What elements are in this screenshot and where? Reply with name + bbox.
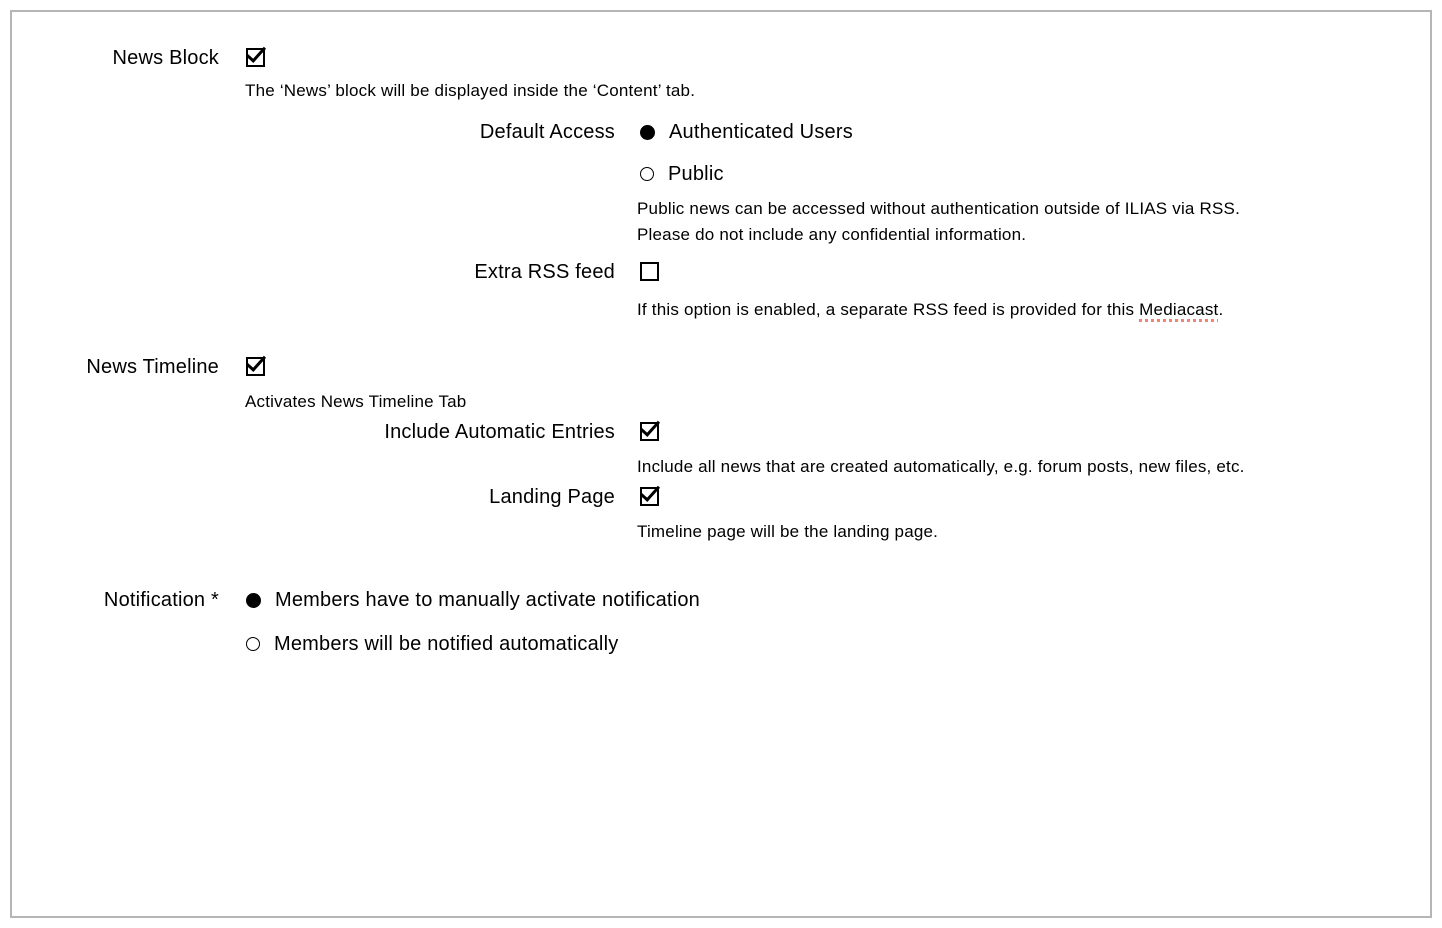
news-block-row xyxy=(12,45,1430,71)
notification-row xyxy=(12,587,1430,657)
notification-option-manual[interactable] xyxy=(246,587,700,613)
extra-rss-row xyxy=(12,259,1430,285)
extra-rss-label: Extra RSS feed xyxy=(474,261,615,283)
news-timeline-row xyxy=(12,354,1430,380)
include-automatic-row xyxy=(12,419,1430,445)
news-timeline-description: Activates News Timeline Tab xyxy=(245,392,467,411)
default-access-description-line1: Public news can be accessed without authentication outside of ILIAS via RSS. xyxy=(637,199,1240,218)
authenticated-users-radio[interactable] xyxy=(640,125,655,140)
news-block-checkbox[interactable] xyxy=(246,48,265,67)
public-label[interactable]: Public xyxy=(668,163,724,185)
default-access-description-line2: Please do not include any confidential information. xyxy=(637,225,1027,244)
landing-page-label: Landing Page xyxy=(489,486,615,508)
include-automatic-label: Include Automatic Entries xyxy=(384,421,615,443)
default-access-option-authenticated[interactable] xyxy=(640,119,853,145)
authenticated-users-label[interactable]: Authenticated Users xyxy=(669,121,853,143)
automatic-notification-radio[interactable] xyxy=(246,637,260,651)
include-automatic-checkbox[interactable] xyxy=(640,422,659,441)
news-timeline-checkbox[interactable] xyxy=(246,357,265,376)
news-settings-form xyxy=(12,12,1430,657)
extra-rss-checkbox[interactable] xyxy=(640,262,659,281)
extra-rss-description-prefix: If this option is enabled, a separate RSS feed is provided for this xyxy=(637,300,1140,319)
public-radio[interactable] xyxy=(640,167,654,181)
extra-rss-description-suffix: . xyxy=(1218,300,1224,319)
extra-rss-description-spellchecked-word: Mediacast xyxy=(1139,300,1219,319)
landing-page-description: Timeline page will be the landing page. xyxy=(637,522,939,541)
landing-page-row xyxy=(12,484,1430,510)
extra-rss-description xyxy=(637,297,1430,323)
default-access-description xyxy=(637,196,1430,248)
notification-options xyxy=(246,587,700,657)
default-access-label: Default Access xyxy=(479,121,615,143)
news-block-description: The ‘News’ block will be displayed inside the ‘Content’ tab. xyxy=(245,81,696,100)
default-access-row xyxy=(12,119,1430,187)
notification-label: Notification * xyxy=(103,589,219,611)
automatic-notification-label[interactable]: Members will be notified automatically xyxy=(274,633,619,655)
settings-panel xyxy=(10,10,1432,918)
news-timeline-label: News Timeline xyxy=(86,356,219,378)
manual-notification-radio[interactable] xyxy=(246,593,261,608)
news-block-label: News Block xyxy=(112,47,219,69)
include-automatic-description: Include all news that are created automatically, e.g. forum posts, new files, etc. xyxy=(637,457,1245,476)
default-access-option-public[interactable] xyxy=(640,161,853,187)
notification-option-automatic[interactable] xyxy=(246,631,700,657)
default-access-options xyxy=(640,119,853,187)
landing-page-checkbox[interactable] xyxy=(640,487,659,506)
manual-notification-label[interactable]: Members have to manually activate notification xyxy=(275,589,700,611)
